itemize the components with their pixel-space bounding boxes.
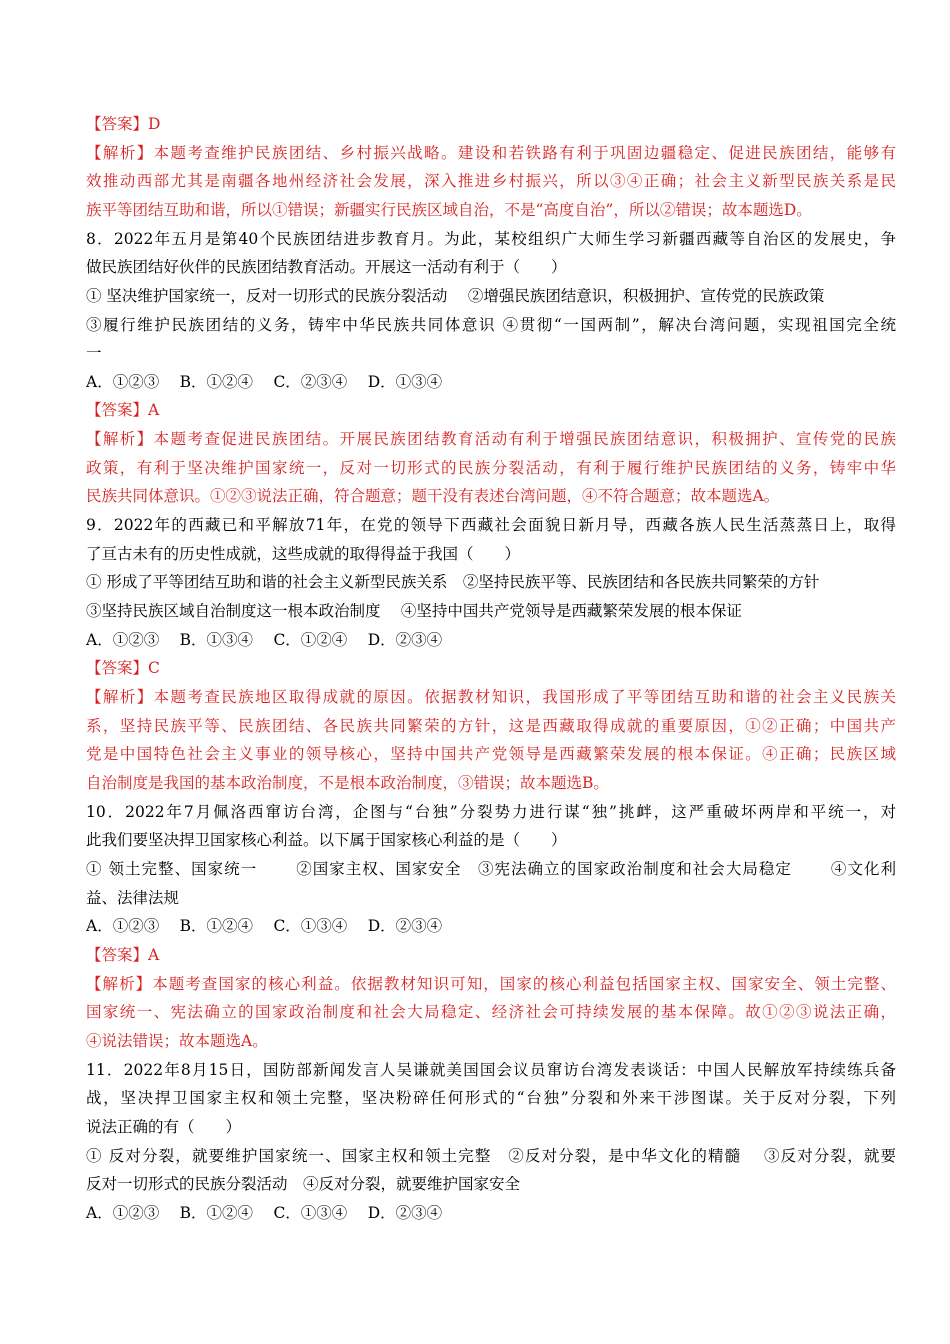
q11-stem-line: 战，坚决捍卫国家主权和领土完整，坚决粉碎任何形式的“台独”分裂和外来干涉图谋。关于反对分裂，下列 (86, 1089, 896, 1107)
q7-analysis-line: 【解析】本题考查维护民族团结、乡村振兴战略。建设和若铁路有利于巩固边疆稳定、促进民族团结，能够有 (86, 144, 896, 162)
q10-analysis-line: 国家统一、宪法确立的国家政治制度和社会大局稳定、经济社会可持续发展的基本保障。故①②③说法正确， (86, 1003, 896, 1021)
q8-statement-line: 一 (86, 344, 102, 362)
q7-analysis-line: 效推动西部尤其是南疆各地州经济社会发展，深入推进乡村振兴，所以③④正确；社会主义新型民族关系是民 (86, 172, 896, 190)
q9-analysis-line: 【解析】本题考查民族地区取得成就的原因。依据教材知识，我国形成了平等团结互助和谐的社会主义民族关 (86, 688, 896, 706)
q8-statement-line: ③履行维护民族团结的义务，铸牢中华民族共同体意识 ④贯彻“一国两制”，解决台湾问题，实现祖国完全统 (86, 316, 896, 334)
q9-analysis-line: 党是中国特色社会主义事业的领导核心，坚持中国共产党领导是西藏繁荣发展的根本保证。④正确；民族区域 (86, 745, 896, 763)
q8-statement-line: ① 坚决维护国家统一，反对一切形式的民族分裂活动 ②增强民族团结意识，积极拥护、宣传党的民族政策 (86, 287, 825, 305)
q9-statement-line: ③坚持民族区域自治制度这一根本政治制度 ④坚持中国共产党领导是西藏繁荣发展的根本保证 (86, 602, 742, 620)
q9-stem-line: 9．2022年的西藏已和平解放71年，在党的领导下西藏社会面貌日新月导，西藏各族人民生活蒸蒸日上，取得 (86, 516, 896, 534)
q11-stem-line: 说法正确的有（ ） (86, 1118, 242, 1136)
q11-stem-line: 11．2022年8月15日，国防部新闻发言人吴谦就美国国会议员窜访台湾发表谈话：中国人民解放军持续练兵备 (86, 1061, 896, 1079)
q11-statement-line: ① 反对分裂，就要维护国家统一、国家主权和领土完整 ②反对分裂，是中华文化的精髓 ③反对分裂，就要 (86, 1147, 896, 1165)
q10-options: A．①②③ B．①②④ C．①③④ D．②③④ (86, 917, 443, 935)
q9-answer: 【答案】C (86, 659, 160, 677)
q10-statement-line: 益、法律法规 (86, 889, 180, 907)
q11-options: A．①②③ B．①②④ C．①③④ D．②③④ (86, 1204, 443, 1222)
q8-analysis-line: 【解析】本题考查促进民族团结。开展民族团结教育活动有利于增强民族团结意识，积极拥护、宣传党的民族 (86, 430, 896, 448)
q10-analysis-line: 【解析】本题考查国家的核心利益。依据教材知识可知，国家的核心利益包括国家主权、国家安全、领土完整、 (86, 975, 896, 993)
q10-answer: 【答案】A (86, 946, 160, 964)
q8-analysis-line: 民族共同体意识。①②③说法正确，符合题意；题干没有表述台湾问题，④不符合题意；故本题选A。 (86, 487, 780, 505)
q7-answer: 【答案】D (86, 115, 161, 133)
q9-stem-line: 了亘古未有的历史性成就，这些成就的取得得益于我国（ ） (86, 545, 521, 563)
q9-options: A．①②③ B．①③④ C．①②④ D．②③④ (86, 631, 443, 649)
q9-analysis-line: 系，坚持民族平等、民族团结、各民族共同繁荣的方针，这是西藏取得成就的重要原因，①②正确；中国共产 (86, 717, 896, 735)
q8-analysis-line: 政策，有利于坚决维护国家统一，反对一切形式的民族分裂活动，有利于履行维护民族团结的义务，铸牢中华 (86, 459, 896, 477)
q9-statement-line: ① 形成了平等团结互助和谐的社会主义新型民族关系 ②坚持民族平等、民族团结和各民族共同繁荣的方针 (86, 573, 820, 591)
q8-stem-line: 做民族团结好伙伴的民族团结教育活动。开展这一活动有利于（ ） (86, 258, 567, 276)
q10-stem-line: 此我们要坚决捍卫国家核心利益。以下属于国家核心利益的是（ ） (86, 831, 567, 849)
q8-stem-line: 8．2022年五月是第40个民族团结进步教育月。为此，某校组织广大师生学习新疆西藏等自治区的发展史，争 (86, 230, 896, 248)
q11-statement-line: 反对一切形式的民族分裂活动 ④反对分裂，就要维护国家安全 (86, 1175, 521, 1193)
q7-analysis-line: 族平等团结互助和谐，所以①错误；新疆实行民族区域自治，不是“高度自治”，所以②错误；故本题选D。 (86, 201, 812, 219)
q9-analysis-line: 自治制度是我国的基本政治制度，不是根本政治制度，③错误；故本题选B。 (86, 774, 609, 792)
q10-statement-line: ① 领土完整、国家统一 ②国家主权、国家安全 ③宪法确立的国家政治制度和社会大局稳定 ④文化利 (86, 860, 896, 878)
q10-analysis-line: ④说法错误；故本题选A。 (86, 1032, 268, 1050)
q8-options: A．①②③ B．①②④ C．②③④ D．①③④ (86, 373, 443, 391)
q10-stem-line: 10．2022年7月佩洛西窜访台湾，企图与“台独”分裂势力进行谋“独”挑衅，这严重破坏两岸和平统一，对 (86, 803, 896, 821)
q8-answer: 【答案】A (86, 401, 160, 419)
